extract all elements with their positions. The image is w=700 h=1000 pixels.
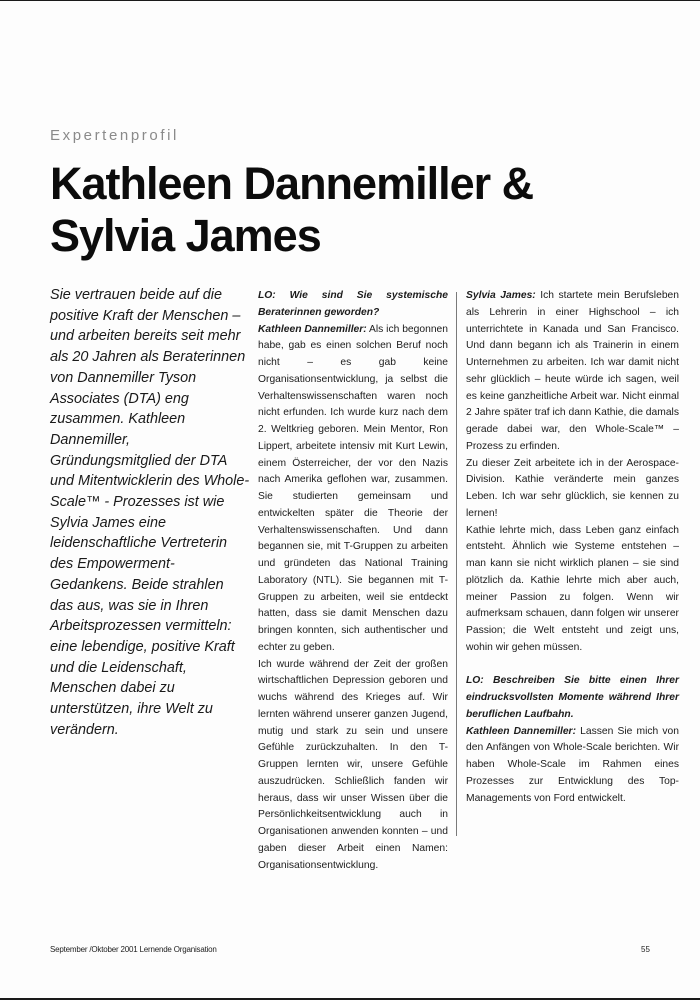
interview-column-right bbox=[466, 288, 679, 807]
speaker-label: Kathleen Dannemiller: bbox=[466, 725, 576, 737]
intro-text: Sie vertrauen beide auf die positive Kraft der Menschen – und arbeiten bereits seit mehr als 20 Jahren als Beraterinnen von Dannemiller Tyson Associates (DTA) eng zusammen. Kathleen Dannemiller, Gründungsmitglied der DTA und Mitentwicklerin des Whole-Scale™ - Prozesses ist wie Sylvia James eine leidenschaftliche Vertreterin des Empowerment-Gedankens. Beide strahlen das aus, was sie in Ihren Arbeitsprozessen vermitteln: eine lebendige, positive Kraft und die Leidenschaft, Menschen dabei zu unterstützen, ihre Welt zu verändern. bbox=[50, 287, 250, 738]
footer-issue: September /Oktober 2001 Lernende Organisation bbox=[50, 945, 217, 954]
interview-question-2: LO: Beschreiben Sie bitte einen Ihrer eindrucksvollsten Momente während Ihrer beruflichen Laufbahn. bbox=[466, 675, 679, 720]
answer-paragraph bbox=[466, 724, 679, 808]
paragraph-spacer bbox=[466, 657, 679, 674]
page-top-border bbox=[0, 0, 700, 1]
column-divider bbox=[456, 292, 457, 836]
title-line-1: Kathleen Dannemiller & bbox=[50, 158, 534, 209]
answer-paragraph bbox=[258, 322, 448, 657]
answer-text: Ich startete mein Berufsleben als Lehrerin in einer Highschool – ich unterrichtete in Kanada und San Francisco. Und dann begann ich als Trainerin in einem Unternehmen zu arbeiten. Ich war damit nicht sehr glücklich – heute würde ich sagen, weil es keine ganzheitliche Arbeit war. Nicht einmal 2 Jahre später traf ich dann Kathie, die damals gerade dabei war, den Whole-Scale™ – Prozess zu erfinden. bbox=[466, 290, 680, 452]
speaker-label: Kathleen Dannemiller: bbox=[258, 323, 367, 335]
answer-paragraph: Ich wurde während der Zeit der großen wirtschaftlichen Depression geboren und wuchs während des Krieges auf. Wir lernten während unserer ganzen Jugend, mutig und stark zu sein und unsere Gefühle zurückzuhalten. In den T-Gruppen lernten wir, unsere Gefühle auszudrücken. Schließlich fanden wir heraus, dass wir unser Wissen über die Persönlichkeitsentwicklung auch in Organisationen anwenden konnten – und gaben dieser Arbeit einen Namen: Organisationsentwicklung. bbox=[258, 658, 448, 871]
answer-text: Als ich begonnen habe, gab es einen solchen Beruf noch nicht – es gab keine Organisationsentwicklung, ja selbst die Verhaltenswissenschaften waren noch nicht erfunden. Ich wurde kurz nach dem 2. Weltkrieg geboren. Mein Mentor, Ron Lippert, arbeitete intensiv mit Kurt Lewin, einem Österreicher, der vor den Nazis nach Amerika geflohen war, zusammen. Sie studierten gemeinsam und entwickelten später die Theorie der Verhaltenswissenschaften. Und dann begannen sie, mit T-Gruppen zu arbeiten und gründeten das National Training Laboratory (NTL). Sie begannen mit T-Gruppen zu arbeiten, weil sie entdeckt hatten, dass sie damit Menschen dazu bringen konnten, sich authentischer und echter zu geben. bbox=[258, 323, 449, 653]
answer-text: Lassen Sie mich von den Anfängen von Whole-Scale berichten. Wir haben Whole-Scale im Rahmen eines Prozesses zur Entwicklung des Top-Managements von Ford entwickelt. bbox=[466, 725, 679, 804]
speaker-label: Sylvia James: bbox=[466, 290, 536, 301]
intro-column bbox=[50, 285, 250, 740]
page-number: 55 bbox=[641, 945, 650, 954]
page-title bbox=[50, 158, 533, 262]
answer-paragraph bbox=[466, 288, 679, 456]
answer-paragraph: Zu dieser Zeit arbeitete ich in der Aerospace-Division. Kathie veränderte mein ganzes Leben. Ich war sehr glücklich, sie kennen zu lernen! bbox=[466, 457, 679, 519]
interview-column-middle bbox=[258, 288, 448, 874]
section-kicker: Expertenprofil bbox=[50, 127, 179, 144]
title-line-2: Sylvia James bbox=[50, 210, 321, 261]
answer-paragraph: Kathie lehrte mich, dass Leben ganz einfach entsteht. Ähnlich wie Systeme entstehen – man kann sie nicht wirklich planen – sie sind plötzlich da. Kathie lehrte mich aber auch, meiner Passion zu folgen. Wenn wir aufmerksam schauen, dann folgen wir unserer Passion; die Welt entsteht und zeigt uns, wohin wir gehen müssen. bbox=[466, 524, 679, 653]
interview-question-1: LO: Wie sind Sie systemische Beraterinnen geworden? bbox=[258, 290, 448, 318]
